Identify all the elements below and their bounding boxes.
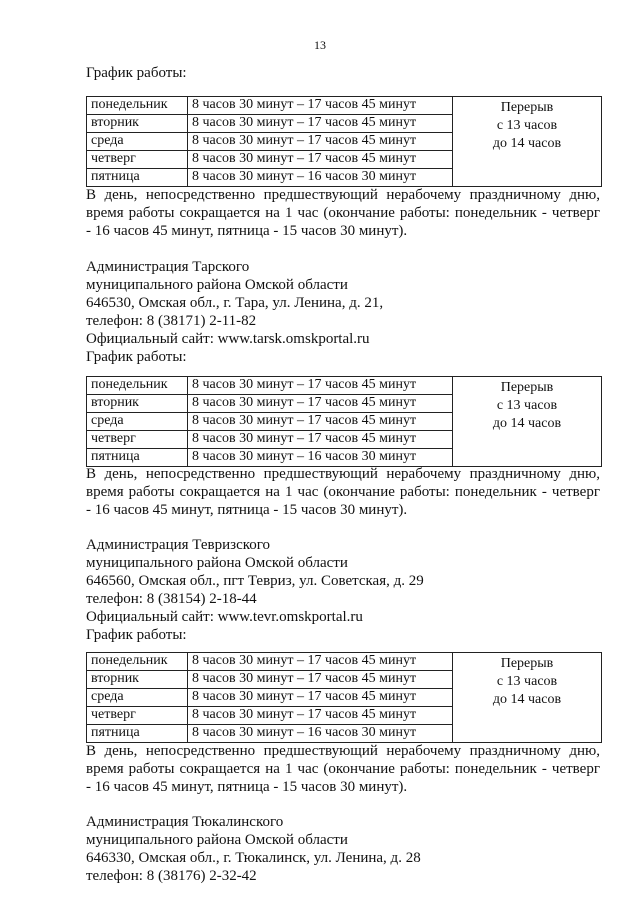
time-cell: 8 часов 30 минут – 17 часов 45 минут: [188, 377, 453, 395]
schedule-table: [86, 652, 602, 743]
day-cell: пятница: [87, 449, 188, 467]
schedule-title: График работы:: [86, 349, 187, 365]
org-phone: телефон: 8 (38171) 2-11-82: [86, 313, 257, 329]
day-cell: среда: [87, 413, 188, 431]
page-number: 13: [314, 38, 326, 52]
time-cell: 8 часов 30 минут – 16 часов 30 минут: [188, 169, 453, 187]
day-cell: понедельник: [87, 97, 188, 115]
schedule-title: График работы:: [86, 627, 187, 643]
org-address: 646330, Омская обл., г. Тюкалинск, ул. Ленина, д. 28: [86, 850, 421, 866]
org-address: 646530, Омская обл., г. Тара, ул. Ленина, д. 21,: [86, 295, 384, 311]
day-cell: вторник: [87, 395, 188, 413]
org-site: Официальный сайт: www.tarsk.omskportal.ru: [86, 331, 370, 347]
org-name: Администрация Тарского: [86, 259, 250, 275]
org-address: 646560, Омская обл., пгт Тевриз, ул. Советская, д. 29: [86, 573, 424, 589]
break-cell: Перерыв с 13 часов до 14 часов: [453, 97, 602, 187]
day-cell: среда: [87, 689, 188, 707]
org-phone: телефон: 8 (38154) 2-18-44: [86, 591, 257, 607]
day-cell: понедельник: [87, 377, 188, 395]
day-cell: четверг: [87, 431, 188, 449]
schedule-table: [86, 376, 602, 467]
time-cell: 8 часов 30 минут – 17 часов 45 минут: [188, 653, 453, 671]
break-cell: Перерыв с 13 часов до 14 часов: [453, 377, 602, 467]
time-cell: 8 часов 30 минут – 17 часов 45 минут: [188, 133, 453, 151]
day-cell: пятница: [87, 725, 188, 743]
day-cell: четверг: [87, 151, 188, 169]
org-name: Администрация Тюкалинского: [86, 814, 284, 830]
holiday-note: В день, непосредственно предшествующий нерабочему праздничному дню, время работы сокращается на 1 час (окончание работы: понедельник - четверг - 16 часов 45 минут, пятница - 15 часов 30 минут).: [86, 187, 600, 239]
schedule-table: [86, 96, 602, 187]
org-site: Официальный сайт: www.tevr.omskportal.ru: [86, 609, 363, 625]
time-cell: 8 часов 30 минут – 17 часов 45 минут: [188, 395, 453, 413]
time-cell: 8 часов 30 минут – 16 часов 30 минут: [188, 449, 453, 467]
day-cell: среда: [87, 133, 188, 151]
time-cell: 8 часов 30 минут – 17 часов 45 минут: [188, 707, 453, 725]
time-cell: 8 часов 30 минут – 17 часов 45 минут: [188, 151, 453, 169]
time-cell: 8 часов 30 минут – 17 часов 45 минут: [188, 671, 453, 689]
time-cell: 8 часов 30 минут – 16 часов 30 минут: [188, 725, 453, 743]
org-name: Администрация Тевризского: [86, 537, 271, 553]
day-cell: пятница: [87, 169, 188, 187]
org-district: муниципального района Омской области: [86, 555, 348, 571]
table-row: [87, 377, 602, 395]
time-cell: 8 часов 30 минут – 17 часов 45 минут: [188, 689, 453, 707]
time-cell: 8 часов 30 минут – 17 часов 45 минут: [188, 413, 453, 431]
day-cell: четверг: [87, 707, 188, 725]
time-cell: 8 часов 30 минут – 17 часов 45 минут: [188, 115, 453, 133]
day-cell: вторник: [87, 115, 188, 133]
holiday-note: В день, непосредственно предшествующий нерабочему праздничному дню, время работы сокращается на 1 час (окончание работы: понедельник - четверг - 16 часов 45 минут, пятница - 15 часов 30 минут).: [86, 466, 600, 518]
schedule-title: График работы:: [86, 65, 187, 81]
day-cell: вторник: [87, 671, 188, 689]
day-cell: понедельник: [87, 653, 188, 671]
holiday-note: В день, непосредственно предшествующий нерабочему праздничному дню, время работы сокращается на 1 час (окончание работы: понедельник - четверг - 16 часов 45 минут, пятница - 15 часов 30 минут).: [86, 743, 600, 795]
table-row: [87, 97, 602, 115]
org-phone: телефон: 8 (38176) 2-32-42: [86, 868, 257, 884]
org-district: муниципального района Омской области: [86, 277, 348, 293]
table-row: [87, 653, 602, 671]
time-cell: 8 часов 30 минут – 17 часов 45 минут: [188, 431, 453, 449]
time-cell: 8 часов 30 минут – 17 часов 45 минут: [188, 97, 453, 115]
org-district: муниципального района Омской области: [86, 832, 348, 848]
break-cell: Перерыв с 13 часов до 14 часов: [453, 653, 602, 743]
